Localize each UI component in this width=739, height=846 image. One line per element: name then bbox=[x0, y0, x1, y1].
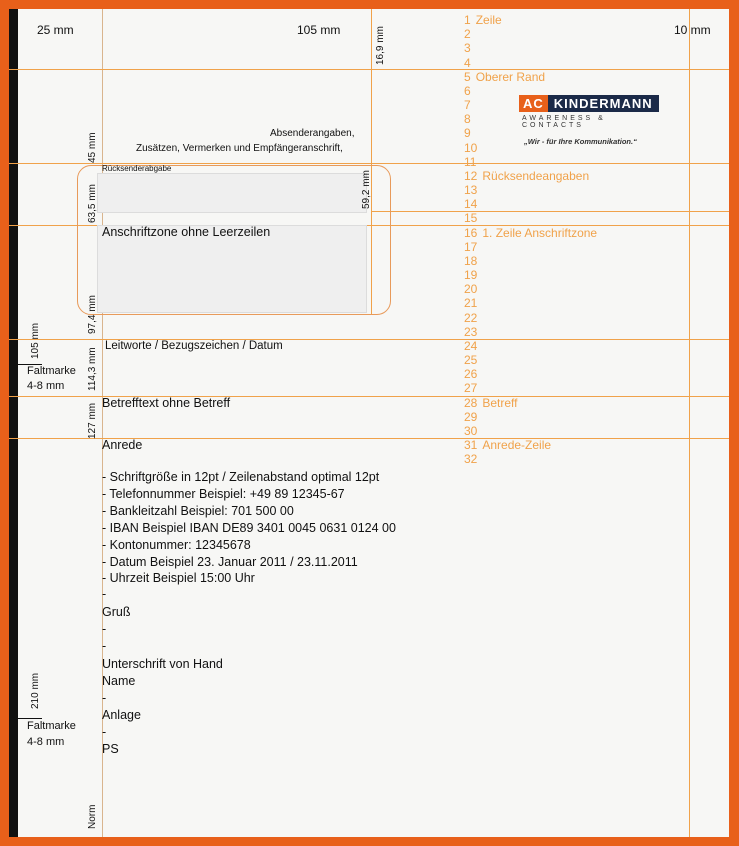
line-number-row bbox=[464, 296, 482, 310]
line-number: 29 bbox=[464, 409, 478, 424]
fold-mark-2-label: Faltmarke bbox=[27, 720, 76, 732]
dash-5: - bbox=[102, 725, 107, 739]
measure-105: 105 mm bbox=[30, 322, 41, 359]
line-number: 20 bbox=[464, 282, 478, 297]
measure-127: 127 mm bbox=[87, 402, 98, 439]
measure-63: 63,5 mm bbox=[87, 184, 98, 223]
top-margin-label: 16,9 mm bbox=[375, 26, 386, 65]
line-number-row bbox=[464, 169, 589, 183]
line-number-row bbox=[464, 112, 476, 126]
measure-114: 114,3 mm bbox=[87, 347, 98, 391]
measure-210: 210 mm bbox=[30, 672, 41, 709]
line-number: 9 bbox=[464, 126, 471, 141]
line-number-row bbox=[464, 381, 482, 395]
ps-text: PS bbox=[102, 742, 119, 756]
bullet-item: - Uhrzeit Beispiel 15:00 Uhr bbox=[102, 571, 255, 586]
line-number-row bbox=[464, 424, 482, 438]
bullet-item: - Kontonummer: 12345678 bbox=[102, 537, 251, 552]
line-number-row bbox=[464, 70, 545, 84]
line-number: 16 bbox=[464, 225, 478, 240]
dash-1: - bbox=[102, 587, 107, 601]
line-number-row bbox=[464, 27, 476, 41]
signature-text: Unterschrift von Hand bbox=[102, 657, 223, 671]
line-number: 15 bbox=[464, 211, 478, 226]
line-number-label: Rücksendeangaben bbox=[482, 168, 590, 183]
bullet-item: - Schriftgröße in 12pt / Zeilenabstand optimal 12pt bbox=[102, 470, 380, 484]
line-number: 6 bbox=[464, 83, 471, 98]
line-number-row bbox=[464, 325, 482, 339]
left-edge-strip bbox=[9, 9, 18, 837]
line-number-label: Betreff bbox=[482, 395, 518, 410]
line-number: 11 bbox=[464, 154, 477, 169]
fold-mark-1-label: Faltmarke bbox=[27, 365, 76, 377]
line-number: 4 bbox=[464, 55, 471, 70]
return-address-field bbox=[97, 173, 367, 213]
line-number-label: Zeile bbox=[475, 13, 502, 27]
line-number-row bbox=[464, 240, 482, 254]
line-number: 19 bbox=[464, 268, 478, 283]
line-number-row bbox=[464, 13, 502, 27]
fold-mark-1-range: 4-8 mm bbox=[27, 380, 65, 392]
subject-text: Betrefftext ohne Betreff bbox=[102, 396, 231, 410]
line-number: 5 bbox=[464, 69, 471, 84]
letter-sheet bbox=[9, 9, 729, 837]
line-number: 25 bbox=[464, 353, 478, 368]
line-15 bbox=[371, 211, 729, 212]
line-number-row bbox=[464, 98, 476, 112]
bullet-item: - Telefonnummer Beispiel: +49 89 12345-67 bbox=[102, 486, 345, 501]
line-number: 27 bbox=[464, 381, 478, 396]
line-number: 21 bbox=[464, 296, 478, 311]
line-number: 7 bbox=[464, 98, 471, 113]
dash-2: - bbox=[102, 622, 107, 636]
bullet-item: - IBAN Beispiel IBAN DE89 3401 0045 0631 0124 00 bbox=[102, 520, 396, 535]
line-number-row bbox=[464, 438, 551, 452]
line-number-row bbox=[464, 452, 482, 466]
line-number: 18 bbox=[464, 253, 478, 268]
line-number-row bbox=[464, 226, 597, 240]
company-logo bbox=[519, 95, 659, 129]
line-number: 32 bbox=[464, 452, 478, 467]
line-number-row bbox=[464, 339, 482, 353]
line-number-row bbox=[464, 410, 482, 424]
line-number: 13 bbox=[464, 183, 478, 198]
line-number: 31 bbox=[464, 438, 478, 453]
line-number-label: Anrede-Zeile bbox=[482, 438, 552, 453]
line-number-row bbox=[464, 211, 482, 225]
salutation-text: Anrede bbox=[102, 438, 143, 452]
line-number: 28 bbox=[464, 395, 478, 410]
bullet-item: - Bankleitzahl Beispiel: 701 500 00 bbox=[102, 503, 294, 518]
line-number-row bbox=[464, 282, 482, 296]
top-margin-line bbox=[9, 69, 729, 70]
middle-width-label: 105 mm bbox=[297, 23, 341, 37]
reference-line-text: Leitworte / Bezugszeichen / Datum bbox=[105, 340, 283, 352]
logo-ac: AC bbox=[519, 95, 548, 112]
line-number-row bbox=[464, 367, 482, 381]
right-width-label: 10 mm bbox=[674, 23, 711, 37]
line-number-row bbox=[464, 84, 476, 98]
line-number-row bbox=[464, 311, 482, 325]
line-number-row bbox=[464, 41, 476, 55]
dash-3: - bbox=[102, 639, 107, 653]
line-number-row bbox=[464, 141, 482, 155]
attachment-text: Anlage bbox=[102, 708, 141, 722]
measure-97: 97,4 mm bbox=[87, 295, 98, 334]
greeting-text: Gruß bbox=[102, 605, 131, 619]
bullet-item: - Datum Beispiel 23. Januar 2011 / 23.11.2011 bbox=[102, 554, 358, 569]
line-number: 17 bbox=[464, 239, 478, 254]
measure-45: 45 mm bbox=[87, 132, 98, 163]
line-number-label: Oberer Rand bbox=[475, 69, 546, 84]
line-number-row bbox=[464, 183, 482, 197]
line-number: 12 bbox=[464, 168, 478, 183]
line-number: 30 bbox=[464, 423, 478, 438]
address-zone-label: Anschriftzone ohne Leerzeilen bbox=[102, 225, 271, 239]
line-number-row bbox=[464, 396, 518, 410]
line-number-row bbox=[464, 353, 482, 367]
logo-name: KINDERMANN bbox=[548, 95, 659, 112]
line-number-row bbox=[464, 155, 481, 169]
sender-line-2: Zusätzen, Vermerken und Empfängeranschrift, bbox=[136, 143, 343, 154]
fold-mark-2-range: 4-8 mm bbox=[27, 736, 65, 748]
line-number: 8 bbox=[464, 112, 471, 127]
line-number-row bbox=[464, 268, 482, 282]
norm-label: Norm bbox=[87, 804, 98, 829]
line-number: 3 bbox=[464, 41, 471, 56]
line-number: 14 bbox=[464, 197, 478, 212]
line-number: 1 bbox=[464, 13, 471, 27]
measure-59: 59,2 mm bbox=[361, 170, 372, 209]
line-number-label: 1. Zeile Anschriftzone bbox=[482, 225, 598, 240]
fold-mark-2 bbox=[18, 718, 42, 719]
line-number: 26 bbox=[464, 367, 478, 382]
logo-subtitle: AWARENESS & CONTACTS bbox=[522, 115, 606, 129]
line-number: 24 bbox=[464, 338, 478, 353]
left-width-label: 25 mm bbox=[37, 23, 74, 37]
line-number: 23 bbox=[464, 324, 478, 339]
line-number: 22 bbox=[464, 310, 478, 325]
logo-slogan: „Wir - für Ihre Kommunikation.“ bbox=[524, 137, 637, 146]
line-number: 2 bbox=[464, 27, 471, 42]
return-address-label: Rücksenderabgabe bbox=[102, 164, 172, 173]
name-text: Name bbox=[102, 674, 136, 688]
line-number: 10 bbox=[464, 140, 478, 155]
line-number-row bbox=[464, 126, 476, 140]
line-number-row bbox=[464, 254, 482, 268]
dash-4: - bbox=[102, 691, 107, 705]
line-number-row bbox=[464, 197, 482, 211]
sender-line-1: Absenderangaben, bbox=[270, 128, 355, 139]
right-margin-line bbox=[689, 9, 690, 837]
line-number-row bbox=[464, 56, 476, 70]
